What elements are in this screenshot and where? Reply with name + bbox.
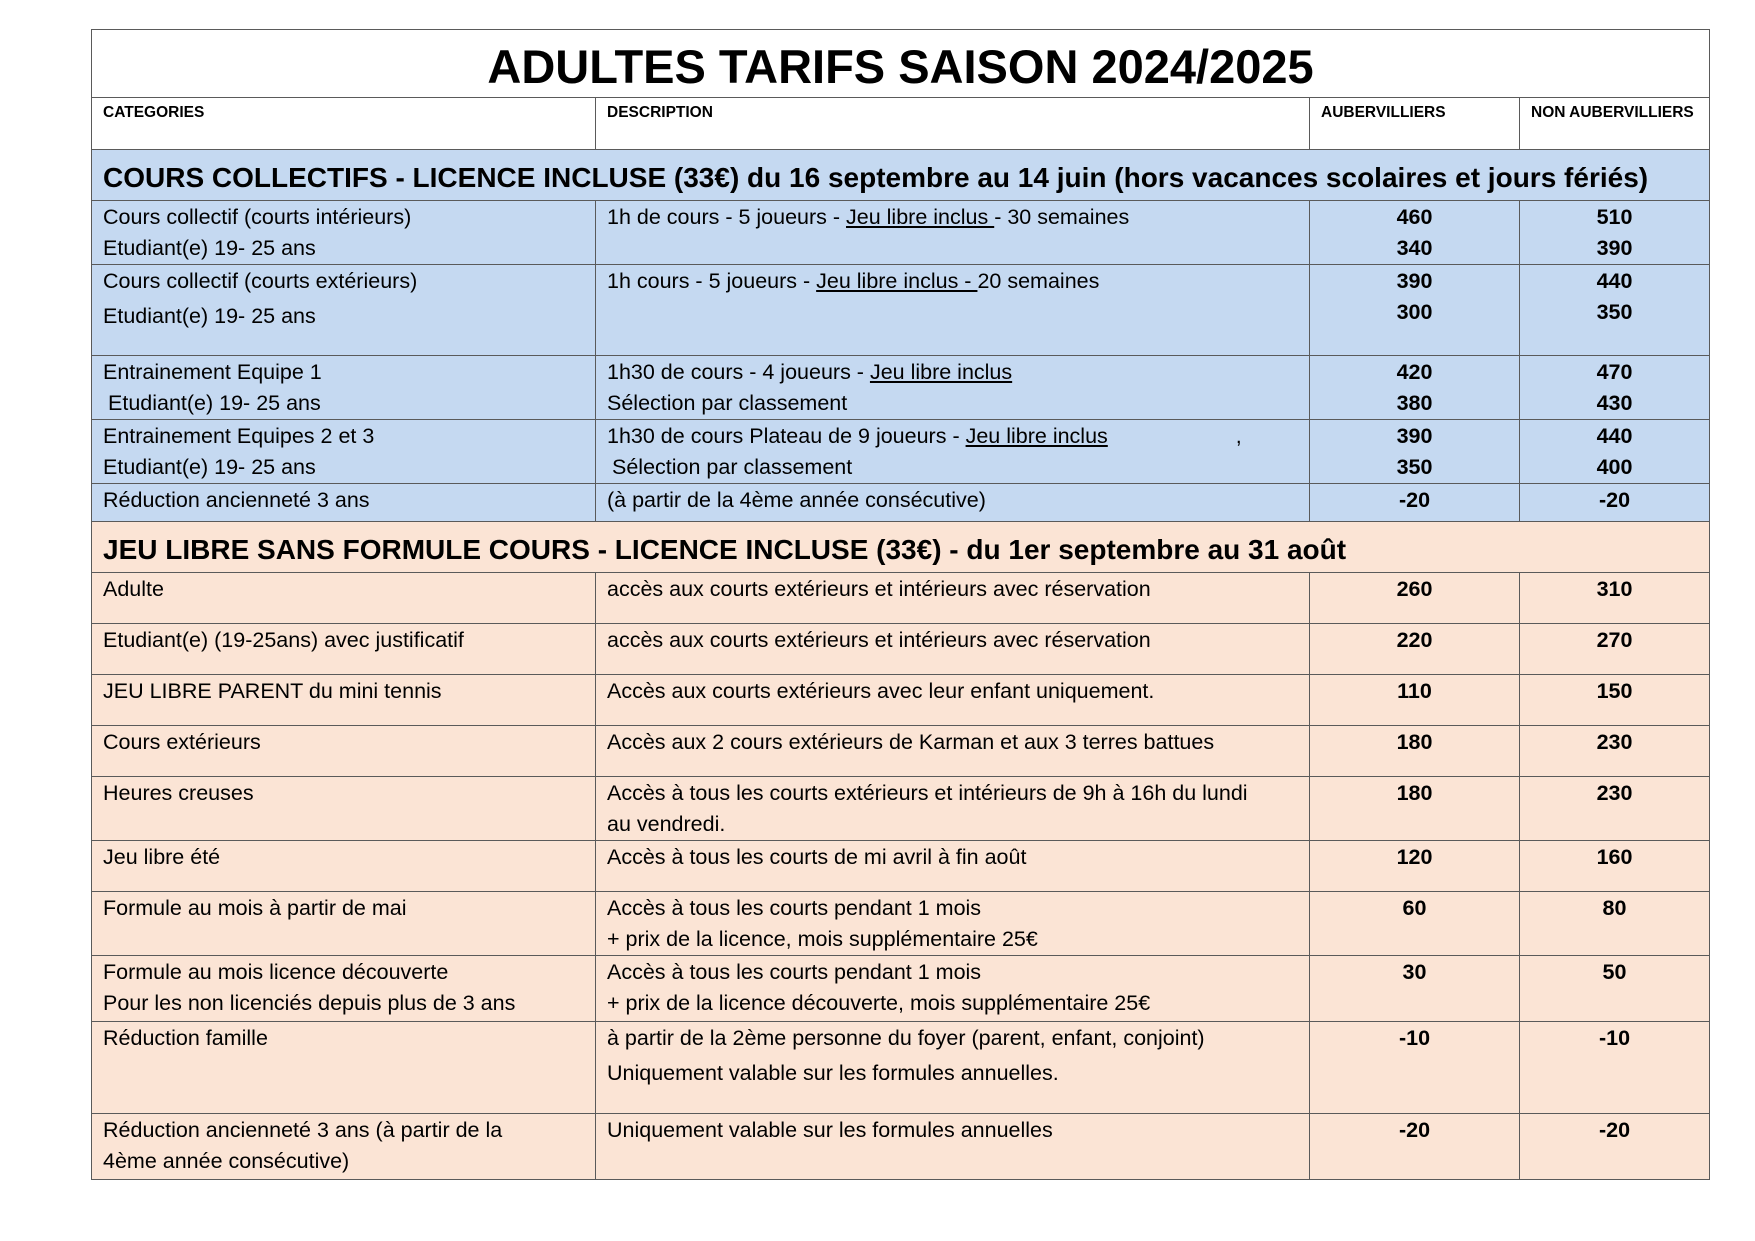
description-text: à partir de la 2ème personne du foyer (parent, enfant, conjoint): [607, 1026, 1205, 1050]
price-aubervilliers: 60: [1310, 892, 1520, 956]
category-text: Réduction ancienneté 3 ans (à partir de la: [103, 1118, 503, 1142]
price-value: 350: [1596, 300, 1633, 324]
price-non-aubervilliers: 150: [1520, 675, 1710, 726]
header-non-aubervilliers: NON AUBERVILLIERS: [1520, 98, 1710, 150]
category-cell: [92, 624, 596, 675]
price-aubervilliers: 110: [1310, 675, 1520, 726]
table-row: [92, 573, 1710, 624]
price-aubervilliers: -10: [1310, 1022, 1520, 1114]
header-aubervilliers: AUBERVILLIERS: [1310, 98, 1520, 150]
category-cell: [92, 726, 596, 777]
price-value: 430: [1596, 391, 1633, 415]
jeu-libre-link-text: Jeu libre inclus: [846, 205, 995, 229]
price-non-aubervilliers: 270: [1520, 624, 1710, 675]
category-subtext: Pour les non licenciés depuis plus de 3 ans: [103, 991, 516, 1015]
description-text: (à partir de la 4ème année consécutive): [607, 488, 986, 512]
description-text: Accès à tous les courts pendant 1 mois: [607, 960, 982, 984]
page-title: ADULTES TARIFS SAISON 2024/2025: [92, 30, 1710, 98]
description-subtext: + prix de la licence, mois supplémentaire 25€: [607, 927, 1038, 951]
category-subtext: 4ème année consécutive): [103, 1149, 350, 1173]
description-cell: [596, 956, 1310, 1022]
price-aubervilliers: 30: [1310, 956, 1520, 1022]
description-text: accès aux courts extérieurs et intérieurs avec réservation: [607, 628, 1151, 652]
category-cell: [92, 675, 596, 726]
category-subtext: Etudiant(e) 19- 25 ans: [103, 236, 316, 260]
category-cell: [92, 265, 596, 356]
description-subtext: + prix de la licence découverte, mois supplémentaire 25€: [607, 991, 1151, 1015]
price-non-aubervilliers: [1520, 201, 1710, 265]
table-row: [92, 420, 1710, 484]
price-aubervilliers: [1310, 420, 1520, 484]
category-cell: [92, 573, 596, 624]
category-cell: [92, 484, 596, 522]
price-non-aubervilliers: [1520, 484, 1710, 522]
description-cell: [596, 726, 1310, 777]
price-non-aubervilliers: [1520, 356, 1710, 420]
price-non-aubervilliers: 230: [1520, 777, 1710, 841]
price-aubervilliers: 260: [1310, 573, 1520, 624]
description-subtext: au vendredi.: [607, 812, 726, 836]
price-non-aubervilliers: -20: [1520, 1114, 1710, 1180]
description-subtext: Uniquement valable sur les formules annuelles.: [607, 1061, 1059, 1085]
price-value: 440: [1596, 269, 1633, 293]
description-cell: [596, 1022, 1310, 1114]
description-text: 1h30 de cours Plateau de 9 joueurs -: [607, 424, 966, 448]
price-aubervilliers: [1310, 265, 1520, 356]
category-subtext: Etudiant(e) 19- 25 ans: [108, 391, 321, 415]
description-subtext: Sélection par classement: [612, 455, 853, 479]
price-non-aubervilliers: 160: [1520, 841, 1710, 892]
price-non-aubervilliers: -10: [1520, 1022, 1710, 1114]
category-cell: [92, 201, 596, 265]
price-aubervilliers: [1310, 356, 1520, 420]
jeu-libre-link-text: Jeu libre inclus: [965, 424, 1108, 448]
price-value: -20: [1598, 488, 1631, 512]
price-non-aubervilliers: [1520, 420, 1710, 484]
description-cell: [596, 201, 1310, 265]
price-value: 420: [1396, 360, 1433, 384]
category-text: Etudiant(e) (19-25ans) avec justificatif: [103, 628, 464, 652]
description-text: - 30 semaines: [994, 205, 1130, 229]
table-row: [92, 1022, 1710, 1114]
price-value: 390: [1396, 269, 1433, 293]
header-categories: CATEGORIES: [92, 98, 596, 150]
description-cell: [596, 484, 1310, 522]
description-text: 1h30 de cours - 4 joueurs -: [607, 360, 870, 384]
description-cell: [596, 573, 1310, 624]
tariff-table: [91, 29, 1710, 1180]
description-cell: [596, 356, 1310, 420]
description-cell: [596, 265, 1310, 356]
table-row: [92, 624, 1710, 675]
category-text: Adulte: [103, 577, 164, 601]
description-text: ,: [1235, 424, 1242, 448]
jeu-libre-link-text: Jeu libre inclus -: [816, 269, 978, 293]
price-value: 460: [1396, 205, 1433, 229]
price-value: 380: [1396, 391, 1433, 415]
table-row: [92, 201, 1710, 265]
category-text: Entrainement Equipes 2 et 3: [103, 424, 375, 448]
category-text: Cours extérieurs: [103, 730, 261, 754]
table-row: [92, 956, 1710, 1022]
tariff-document: [91, 29, 1709, 1180]
price-value: 470: [1596, 360, 1633, 384]
description-text: 20 semaines: [977, 269, 1100, 293]
category-cell: [92, 841, 596, 892]
description-text: Accès aux 2 cours extérieurs de Karman et aux 3 terres battues: [607, 730, 1215, 754]
price-value: 510: [1596, 205, 1633, 229]
price-non-aubervilliers: 310: [1520, 573, 1710, 624]
price-value: 340: [1396, 236, 1433, 260]
price-value: 300: [1396, 300, 1433, 324]
description-text: Accès à tous les courts pendant 1 mois: [607, 896, 982, 920]
category-cell: [92, 892, 596, 956]
category-text: Cours collectif (courts intérieurs): [103, 205, 412, 229]
category-text: JEU LIBRE PARENT du mini tennis: [103, 679, 442, 703]
jeu-libre-link-text: Jeu libre inclus: [869, 360, 1013, 384]
table-row: [92, 1114, 1710, 1180]
category-subtext: Etudiant(e) 19- 25 ans: [103, 455, 316, 479]
price-aubervilliers: 120: [1310, 841, 1520, 892]
category-text: Réduction ancienneté 3 ans: [103, 488, 370, 512]
table-row: [92, 675, 1710, 726]
price-non-aubervilliers: 50: [1520, 956, 1710, 1022]
category-text: Formule au mois à partir de mai: [103, 896, 407, 920]
category-cell: [92, 777, 596, 841]
category-text: Réduction famille: [103, 1026, 268, 1050]
description-text: 1h cours - 5 joueurs -: [607, 269, 817, 293]
price-value: 440: [1596, 424, 1633, 448]
table-header-row: [92, 98, 1710, 150]
price-non-aubervilliers: 230: [1520, 726, 1710, 777]
description-cell: [596, 892, 1310, 956]
description-cell: [596, 777, 1310, 841]
price-aubervilliers: 180: [1310, 777, 1520, 841]
category-text: Heures creuses: [103, 781, 254, 805]
category-text: Cours collectif (courts extérieurs): [103, 269, 418, 293]
price-value: 350: [1396, 455, 1433, 479]
price-non-aubervilliers: [1520, 265, 1710, 356]
table-row: [92, 484, 1710, 522]
category-cell: [92, 1114, 596, 1180]
category-subtext: Etudiant(e) 19- 25 ans: [103, 304, 316, 328]
category-text: Entrainement Equipe 1: [103, 360, 322, 384]
table-row: [92, 265, 1710, 356]
price-aubervilliers: -20: [1310, 1114, 1520, 1180]
description-cell: [596, 841, 1310, 892]
price-aubervilliers: [1310, 484, 1520, 522]
table-row: [92, 892, 1710, 956]
category-text: Jeu libre été: [103, 845, 221, 869]
price-value: 390: [1396, 424, 1433, 448]
description-cell: [596, 1114, 1310, 1180]
description-text: Uniquement valable sur les formules annuelles: [607, 1118, 1053, 1142]
price-value: -20: [1398, 488, 1431, 512]
description-subtext: Sélection par classement: [607, 391, 848, 415]
description-cell: [596, 624, 1310, 675]
table-row: [92, 841, 1710, 892]
description-text: accès aux courts extérieurs et intérieurs avec réservation: [607, 577, 1151, 601]
category-cell: [92, 1022, 596, 1114]
category-cell: [92, 420, 596, 484]
section-title-jeu-libre: JEU LIBRE SANS FORMULE COURS - LICENCE INCLUSE (33€) - du 1er septembre au 31 août: [92, 522, 1710, 573]
description-cell: [596, 675, 1310, 726]
description-text: Accès à tous les courts de mi avril à fin août: [607, 845, 1027, 869]
category-cell: [92, 356, 596, 420]
category-text: Formule au mois licence découverte: [103, 960, 449, 984]
table-row: [92, 777, 1710, 841]
description-cell: [596, 420, 1310, 484]
table-row: [92, 356, 1710, 420]
category-cell: [92, 956, 596, 1022]
table-row: [92, 726, 1710, 777]
price-value: 390: [1596, 236, 1633, 260]
price-aubervilliers: 220: [1310, 624, 1520, 675]
price-aubervilliers: [1310, 201, 1520, 265]
description-text: 1h de cours - 5 joueurs -: [607, 205, 847, 229]
price-aubervilliers: 180: [1310, 726, 1520, 777]
price-non-aubervilliers: 80: [1520, 892, 1710, 956]
header-description: DESCRIPTION: [596, 98, 1310, 150]
description-text: Accès à tous les courts extérieurs et intérieurs de 9h à 16h du lundi: [607, 781, 1248, 805]
price-value: 400: [1596, 455, 1633, 479]
section-title-cours-collectifs: COURS COLLECTIFS - LICENCE INCLUSE (33€) du 16 septembre au 14 juin (hors vacances scolaires et jours fériés): [92, 150, 1710, 201]
description-text: Accès aux courts extérieurs avec leur enfant uniquement.: [607, 679, 1155, 703]
